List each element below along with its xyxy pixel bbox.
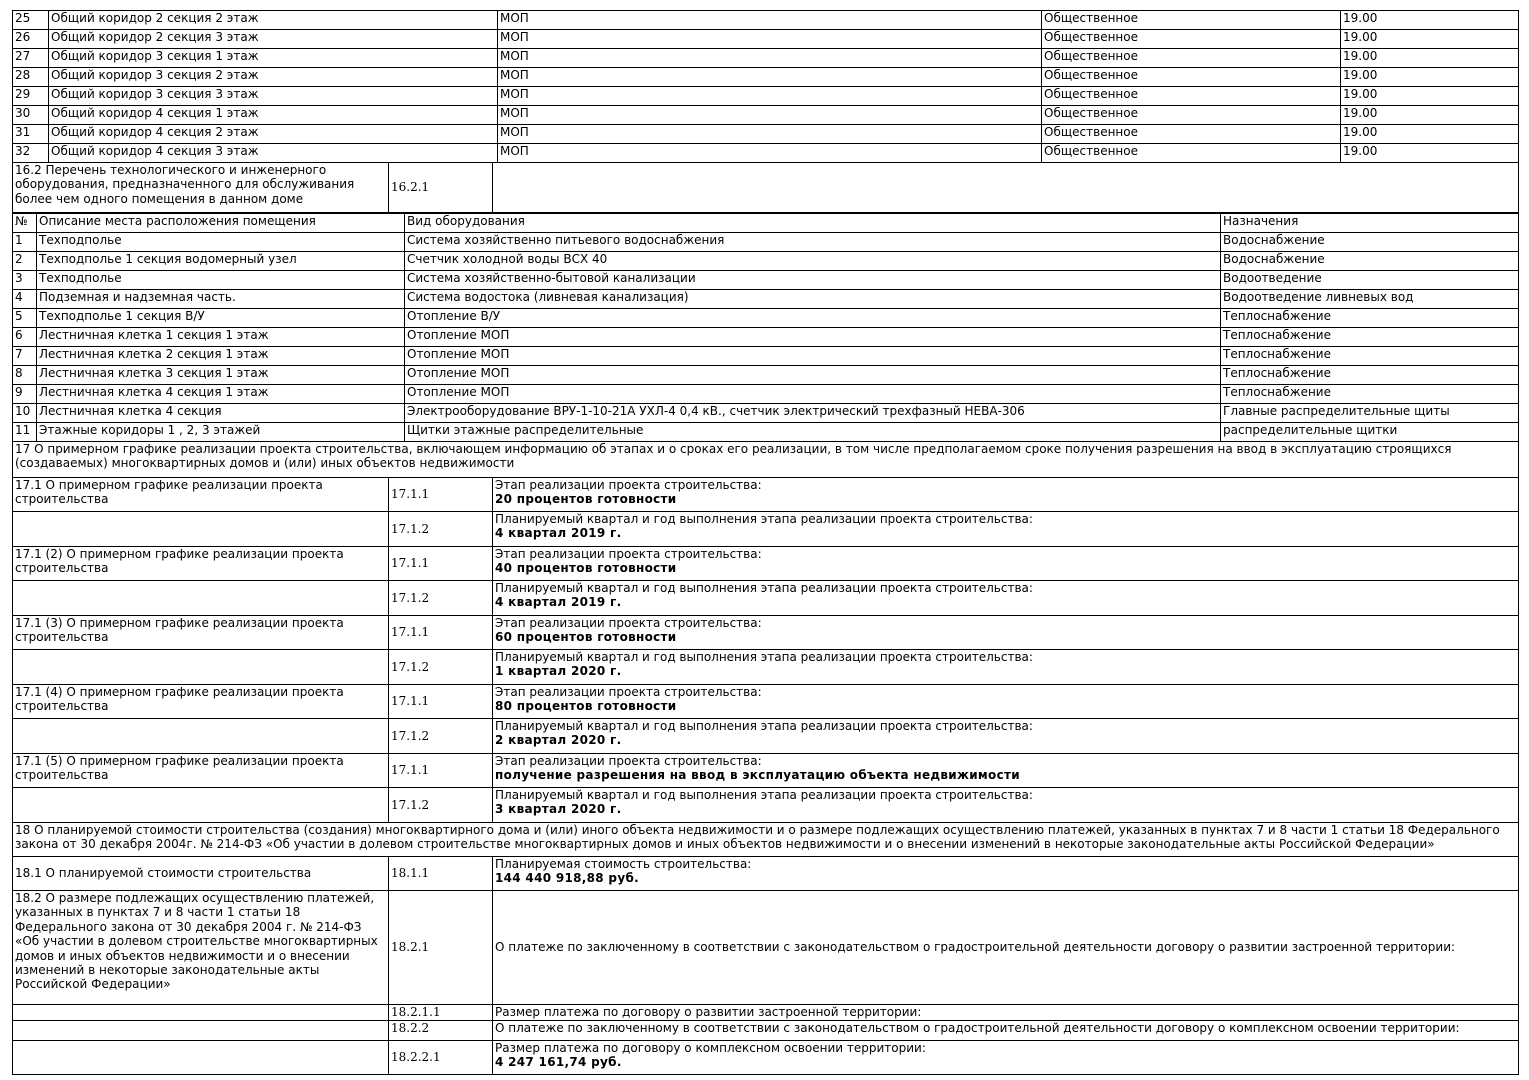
premise-area: 19.00 [1341, 125, 1519, 144]
premise-row [13, 11, 1519, 30]
premise-purpose: Общественное [1042, 87, 1341, 106]
stage-cell [493, 685, 1519, 719]
quarter-label: Планируемый квартал и год выполнения этапа реализации проекта строительства: [495, 719, 1033, 733]
section-18-2-title: 18.2 О размере подлежащих осуществлению платежей, указанных в пунктах 7 и 8 части 1 статьи 18 Федерального закона от 30 декабря 2004 г. № 214-ФЗ «Об участии в долевом строительстве многоквартирных домов и иных объектов недвижимости и о внесении изменений в некоторые законодательные акты Российской Федерации» [13, 891, 389, 1005]
quarter-row [13, 581, 1519, 616]
quarter-empty [13, 512, 389, 547]
premise-row [13, 125, 1519, 144]
premise-type: МОП [498, 125, 1042, 144]
equipment-num: 11 [13, 423, 37, 442]
quarter-code: 17.1.2 [389, 788, 493, 823]
section-16-2-table [12, 162, 1519, 213]
equipment-num: 9 [13, 385, 37, 404]
premise-num: 31 [13, 125, 49, 144]
premise-num: 30 [13, 106, 49, 125]
equipment-row [13, 271, 1519, 290]
quarter-code: 17.1.2 [389, 512, 493, 547]
equipment-row [13, 252, 1519, 271]
equipment-purpose: Водоотведение [1221, 271, 1519, 290]
quarter-empty [13, 581, 389, 616]
premise-type: МОП [498, 68, 1042, 87]
section-18-1-title: 18.1 О планируемой стоимости строительства [13, 857, 389, 891]
premise-type: МОП [498, 49, 1042, 68]
quarter-label: Планируемый квартал и год выполнения этапа реализации проекта строительства: [495, 512, 1033, 526]
stage-label: Этап реализации проекта строительства: [495, 547, 762, 561]
equipment-purpose: Водоотведение ливневых вод [1221, 290, 1519, 309]
quarter-cell [493, 512, 1519, 547]
stage-cell [493, 547, 1519, 581]
premises-table [12, 10, 1519, 163]
equipment-location: Лестничная клетка 1 секция 1 этаж [37, 328, 405, 347]
section-18-title: 18 О планируемой стоимости строительства (создания) многоквартирного дома и (или) иного объекта недвижимости и о размере подлежащих осуществлению платежей, указанных в пунктах 7 и 8 части 1 статьи 18 Федерального закона от 30 декабря 2004г. № 214-ФЗ «Об участии в долевом строительстве многоквартирных домов и иных объектов недвижимости и о внесении изменений в некоторые законодательные акты Российской Федерации» [13, 823, 1519, 857]
stage-title: 17.1 (5) О примерном графике реализации проекта строительства [13, 754, 389, 788]
section-16-2-code: 16.2.1 [389, 163, 493, 213]
equipment-purpose: Теплоснабжение [1221, 328, 1519, 347]
premise-area: 19.00 [1341, 106, 1519, 125]
premise-purpose: Общественное [1042, 68, 1341, 87]
section-18-2-2-1-value: 4 247 161,74 руб. [495, 1055, 622, 1070]
premise-area: 19.00 [1341, 49, 1519, 68]
stage-row [13, 685, 1519, 719]
stage-title: 17.1 О примерном графике реализации проекта строительства [13, 478, 389, 512]
stage-code: 17.1.1 [389, 685, 493, 719]
equipment-row [13, 233, 1519, 252]
equipment-location: Лестничная клетка 3 секция 1 этаж [37, 366, 405, 385]
section-16-2-value [493, 163, 1519, 213]
section-18-1-code: 18.1.1 [389, 857, 493, 891]
stage-title: 17.1 (2) О примерном графике реализации проекта строительства [13, 547, 389, 581]
premise-row [13, 87, 1519, 106]
quarter-row [13, 719, 1519, 754]
premise-purpose: Общественное [1042, 11, 1341, 30]
equipment-kind: Электрооборудование ВРУ-1-10-21А УХЛ-4 0,4 кВ., счетчик электрический трехфазный НЕВА-306 [405, 404, 1221, 423]
equipment-table [12, 213, 1519, 442]
quarter-label: Планируемый квартал и год выполнения этапа реализации проекта строительства: [495, 788, 1033, 802]
stage-row [13, 547, 1519, 581]
premise-num: 25 [13, 11, 49, 30]
equipment-row [13, 309, 1519, 328]
section-18-1-value: 144 440 918,88 руб. [495, 871, 639, 886]
premise-type: МОП [498, 30, 1042, 49]
equipment-row [13, 347, 1519, 366]
quarter-code: 17.1.2 [389, 719, 493, 754]
stage-cell [493, 478, 1519, 512]
equipment-row [13, 385, 1519, 404]
premise-desc: Общий коридор 2 секция 2 этаж [49, 11, 498, 30]
equipment-kind: Отопление МОП [405, 347, 1221, 366]
premise-area: 19.00 [1341, 11, 1519, 30]
section-18-2-1-1-text: Размер платежа по договору о развитии застроенной территории: [493, 1005, 1519, 1021]
equipment-purpose: Теплоснабжение [1221, 347, 1519, 366]
premise-type: МОП [498, 106, 1042, 125]
stage-code: 17.1.1 [389, 478, 493, 512]
equipment-kind: Отопление МОП [405, 385, 1221, 404]
premise-num: 28 [13, 68, 49, 87]
premise-purpose: Общественное [1042, 49, 1341, 68]
equipment-location: Техподполье [37, 233, 405, 252]
section-18-1-cell [493, 857, 1519, 891]
premise-area: 19.00 [1341, 30, 1519, 49]
premise-purpose: Общественное [1042, 125, 1341, 144]
stage-title: 17.1 (3) О примерном графике реализации проекта строительства [13, 616, 389, 650]
quarter-label: Планируемый квартал и год выполнения этапа реализации проекта строительства: [495, 581, 1033, 595]
quarter-label: Планируемый квартал и год выполнения этапа реализации проекта строительства: [495, 650, 1033, 664]
premise-num: 32 [13, 144, 49, 163]
equipment-location: Подземная и надземная часть. [37, 290, 405, 309]
equipment-num: 1 [13, 233, 37, 252]
stage-label: Этап реализации проекта строительства: [495, 478, 762, 492]
stage-label: Этап реализации проекта строительства: [495, 754, 762, 768]
equipment-kind: Отопление В/У [405, 309, 1221, 328]
stage-value: 60 процентов готовности [495, 630, 677, 645]
premise-type: МОП [498, 11, 1042, 30]
stage-code: 17.1.1 [389, 616, 493, 650]
premise-row [13, 144, 1519, 163]
stage-value: получение разрешения на ввод в эксплуатацию объекта недвижимости [495, 768, 1020, 783]
section-18-2-2-1-empty [13, 1041, 389, 1075]
quarter-value: 3 квартал 2020 г. [495, 802, 622, 817]
premise-purpose: Общественное [1042, 30, 1341, 49]
quarter-value: 2 квартал 2020 г. [495, 733, 622, 748]
equipment-location: Лестничная клетка 4 секция 1 этаж [37, 385, 405, 404]
stage-label: Этап реализации проекта строительства: [495, 616, 762, 630]
equipment-location: Техподполье 1 секция водомерный узел [37, 252, 405, 271]
stage-value: 40 процентов готовности [495, 561, 677, 576]
quarter-value: 4 квартал 2019 г. [495, 526, 622, 541]
equipment-location: Лестничная клетка 4 секция [37, 404, 405, 423]
premise-row [13, 49, 1519, 68]
equipment-purpose: Водоснабжение [1221, 252, 1519, 271]
equipment-kind: Система хозяйственно-бытовой канализации [405, 271, 1221, 290]
quarter-empty [13, 788, 389, 823]
stage-value: 80 процентов готовности [495, 699, 677, 714]
section-18-2-2-1-code: 18.2.2.1 [389, 1041, 493, 1075]
equipment-num: 3 [13, 271, 37, 290]
section-18-2-2-code: 18.2.2 [389, 1021, 493, 1041]
section-16-2-title: 16.2 Перечень технологического и инженерного оборудования, предназначенного для обслуживания более чем одного помещения в данном доме [13, 163, 389, 213]
equipment-purpose: Теплоснабжение [1221, 309, 1519, 328]
premise-area: 19.00 [1341, 87, 1519, 106]
stage-cell [493, 754, 1519, 788]
premise-desc: Общий коридор 3 секция 1 этаж [49, 49, 498, 68]
equip-header-location: Описание места расположения помещения [37, 214, 405, 233]
section-18-2-1-1-empty [13, 1005, 389, 1021]
equipment-row [13, 328, 1519, 347]
section-18-table [12, 822, 1519, 1075]
equipment-row [13, 423, 1519, 442]
equipment-purpose: Водоснабжение [1221, 233, 1519, 252]
premise-num: 26 [13, 30, 49, 49]
stage-code: 17.1.1 [389, 547, 493, 581]
equipment-purpose: Теплоснабжение [1221, 366, 1519, 385]
quarter-code: 17.1.2 [389, 581, 493, 616]
equipment-kind: Отопление МОП [405, 328, 1221, 347]
quarter-code: 17.1.2 [389, 650, 493, 685]
equipment-row [13, 366, 1519, 385]
premise-purpose: Общественное [1042, 106, 1341, 125]
equipment-location: Этажные коридоры 1 , 2, 3 этажей [37, 423, 405, 442]
equipment-kind: Счетчик холодной воды ВСХ 40 [405, 252, 1221, 271]
section-18-2-2-text: О платеже по заключенному в соответствии с законодательством о градостроительной деятельности договору о комплексном освоении территории: [493, 1021, 1519, 1041]
section-18-1-label: Планируемая стоимость строительства: [495, 857, 752, 871]
premise-row [13, 30, 1519, 49]
equipment-kind: Отопление МОП [405, 366, 1221, 385]
equip-header-kind: Вид оборудования [405, 214, 1221, 233]
premise-type: МОП [498, 144, 1042, 163]
section-18-2-1-text: О платеже по заключенному в соответствии с законодательством о градостроительной деятельности договору о развитии застроенной территории: [493, 891, 1519, 1005]
premise-purpose: Общественное [1042, 144, 1341, 163]
stage-row [13, 616, 1519, 650]
quarter-empty [13, 650, 389, 685]
premise-area: 19.00 [1341, 144, 1519, 163]
equipment-num: 2 [13, 252, 37, 271]
equipment-purpose: распределительные щитки [1221, 423, 1519, 442]
section-18-2-2-empty [13, 1021, 389, 1041]
quarter-empty [13, 719, 389, 754]
section-18-2-2-1-cell [493, 1041, 1519, 1075]
premise-desc: Общий коридор 3 секция 3 этаж [49, 87, 498, 106]
quarter-cell [493, 719, 1519, 754]
premise-num: 29 [13, 87, 49, 106]
quarter-value: 1 квартал 2020 г. [495, 664, 622, 679]
premise-type: МОП [498, 87, 1042, 106]
premise-desc: Общий коридор 4 секция 3 этаж [49, 144, 498, 163]
quarter-cell [493, 581, 1519, 616]
section-18-2-1-code: 18.2.1 [389, 891, 493, 1005]
premise-row [13, 106, 1519, 125]
section-18-2-1-1-code: 18.2.1.1 [389, 1005, 493, 1021]
stage-row [13, 754, 1519, 788]
premise-desc: Общий коридор 3 секция 2 этаж [49, 68, 498, 87]
quarter-row [13, 650, 1519, 685]
quarter-cell [493, 788, 1519, 823]
equip-header-num: № [13, 214, 37, 233]
equipment-location: Лестничная клетка 2 секция 1 этаж [37, 347, 405, 366]
premise-desc: Общий коридор 4 секция 1 этаж [49, 106, 498, 125]
quarter-value: 4 квартал 2019 г. [495, 595, 622, 610]
stage-title: 17.1 (4) О примерном графике реализации проекта строительства [13, 685, 389, 719]
stage-label: Этап реализации проекта строительства: [495, 685, 762, 699]
equipment-location: Техподполье 1 секция В/У [37, 309, 405, 328]
equipment-location: Техподполье [37, 271, 405, 290]
section-18-2-2-1-text: Размер платежа по договору о комплексном освоении территории: [495, 1041, 926, 1055]
stage-cell [493, 616, 1519, 650]
equipment-num: 10 [13, 404, 37, 423]
equipment-purpose: Главные распределительные щиты [1221, 404, 1519, 423]
equipment-row [13, 290, 1519, 309]
equipment-num: 5 [13, 309, 37, 328]
section-17-title: 17 О примерном графике реализации проекта строительства, включающем информацию об этапах и о сроках его реализации, в том числе предполагаемом сроке получения разрешения на ввод в эксплуатацию строящихся (создаваемых) многоквартирных домов и (или) иных объектов недвижимости [13, 442, 1519, 478]
premise-num: 27 [13, 49, 49, 68]
stage-value: 20 процентов готовности [495, 492, 677, 507]
equipment-kind: Щитки этажные распределительные [405, 423, 1221, 442]
equipment-kind: Система хозяйственно питьевого водоснабжения [405, 233, 1221, 252]
equipment-kind: Система водостока (ливневая канализация) [405, 290, 1221, 309]
stage-code: 17.1.1 [389, 754, 493, 788]
equipment-purpose: Теплоснабжение [1221, 385, 1519, 404]
premise-desc: Общий коридор 4 секция 2 этаж [49, 125, 498, 144]
premise-area: 19.00 [1341, 68, 1519, 87]
quarter-cell [493, 650, 1519, 685]
quarter-row [13, 788, 1519, 823]
section-17-table [12, 441, 1519, 823]
premise-desc: Общий коридор 2 секция 3 этаж [49, 30, 498, 49]
equipment-row [13, 404, 1519, 423]
stage-row [13, 478, 1519, 512]
equipment-num: 6 [13, 328, 37, 347]
premise-row [13, 68, 1519, 87]
quarter-row [13, 512, 1519, 547]
equip-header-purpose: Назначения [1221, 214, 1519, 233]
equipment-num: 8 [13, 366, 37, 385]
equipment-num: 4 [13, 290, 37, 309]
equipment-num: 7 [13, 347, 37, 366]
